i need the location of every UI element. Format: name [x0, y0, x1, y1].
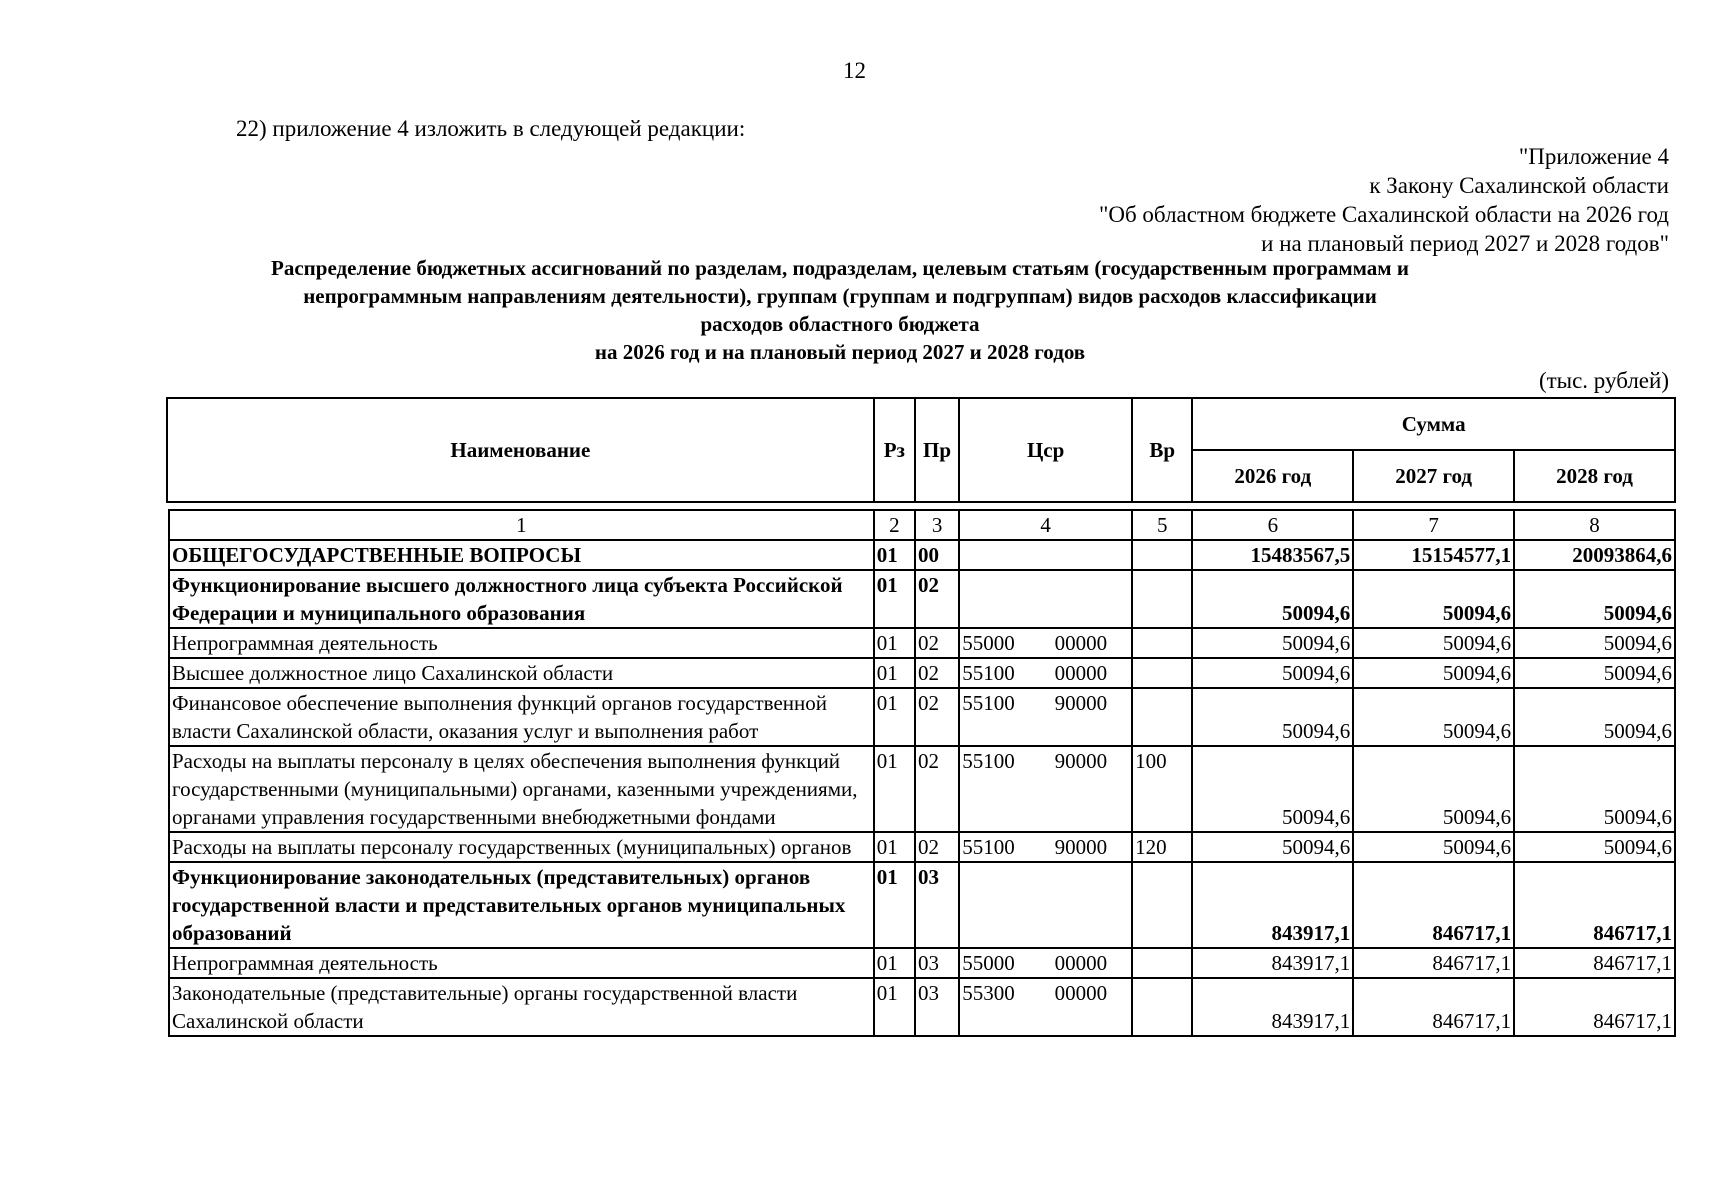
row-vr	[1132, 688, 1192, 746]
row-name: Высшее должностное лицо Сахалинской области	[169, 658, 874, 688]
row-pr: 02	[915, 658, 959, 688]
row-name: Функционирование высшего должностного лица субъекта Российской Федерации и муниципального образования	[169, 570, 874, 628]
row-amount-2026: 843917,1	[1192, 978, 1353, 1036]
row-rz: 01	[874, 862, 915, 948]
appendix-line: "Об областном бюджете Сахалинской области на 2026 год	[1098, 202, 1669, 227]
row-amount-2028: 50094,6	[1514, 746, 1675, 832]
table-row	[169, 862, 1675, 948]
table-row	[169, 540, 1675, 570]
budget-table-body	[169, 510, 1675, 1036]
header-pr: Пр	[915, 398, 959, 502]
header-vr: Вр	[1132, 398, 1192, 502]
row-name: Функционирование законодательных (представительных) органов государственной власти и представительных органов муниципальных образований	[169, 862, 874, 948]
row-rz: 01	[874, 540, 915, 570]
row-csr	[959, 948, 1132, 978]
row-amount-2027: 846717,1	[1353, 978, 1514, 1036]
row-pr: 03	[915, 862, 959, 948]
column-number: 2	[874, 510, 915, 540]
row-csr-part1: 55100	[962, 749, 1015, 773]
row-amount-2028: 50094,6	[1514, 570, 1675, 628]
row-name: Расходы на выплаты персоналу в целях обеспечения выполнения функций государственными (муниципальными) органами, казенными учреждениями, органами управления государственными внебюджетными фондами	[169, 746, 874, 832]
row-rz: 01	[874, 570, 915, 628]
row-csr	[959, 862, 1132, 948]
row-csr-part2: 90000	[1054, 749, 1108, 773]
row-pr: 02	[915, 832, 959, 862]
row-pr: 03	[915, 978, 959, 1036]
row-csr	[959, 540, 1132, 570]
row-csr-part2: 90000	[1054, 835, 1108, 859]
row-vr	[1132, 978, 1192, 1036]
row-amount-2028: 50094,6	[1514, 628, 1675, 658]
header-csr: Цср	[959, 398, 1132, 502]
row-rz: 01	[874, 746, 915, 832]
table-header	[166, 397, 1676, 503]
row-amount-2026: 50094,6	[1192, 688, 1353, 746]
row-amount-2027: 50094,6	[1353, 628, 1514, 658]
row-csr	[959, 978, 1132, 1036]
row-pr: 02	[915, 746, 959, 832]
row-csr-part1: 55300	[962, 981, 1015, 1005]
row-csr	[959, 746, 1132, 832]
header-year-2028: 2028 год	[1514, 450, 1675, 502]
row-amount-2026: 50094,6	[1192, 570, 1353, 628]
budget-table	[168, 509, 1676, 1037]
row-amount-2026: 50094,6	[1192, 628, 1353, 658]
row-amount-2028: 846717,1	[1514, 978, 1675, 1036]
header-year-2026: 2026 год	[1192, 450, 1353, 502]
table-row	[169, 658, 1675, 688]
column-number-row	[169, 510, 1675, 540]
column-number: 4	[959, 510, 1132, 540]
row-csr-part1: 55100	[962, 835, 1015, 859]
row-csr-part2: 00000	[1054, 951, 1108, 975]
row-amount-2028: 846717,1	[1514, 862, 1675, 948]
row-amount-2028: 846717,1	[1514, 948, 1675, 978]
row-csr-part2: 00000	[1054, 631, 1108, 655]
row-amount-2028: 50094,6	[1514, 688, 1675, 746]
row-amount-2028: 50094,6	[1514, 832, 1675, 862]
column-number: 1	[169, 510, 874, 540]
row-amount-2026: 843917,1	[1192, 862, 1353, 948]
row-amount-2026: 15483567,5	[1192, 540, 1353, 570]
intro-text: 22) приложение 4 изложить в следующей редакции:	[236, 116, 746, 141]
row-vr	[1132, 540, 1192, 570]
row-rz: 01	[874, 832, 915, 862]
column-number: 5	[1132, 510, 1192, 540]
title-line: на 2026 год и на плановый период 2027 и 2028 годов	[594, 340, 1086, 364]
row-csr	[959, 832, 1132, 862]
appendix-line: "Приложение 4	[1518, 144, 1669, 169]
row-amount-2026: 50094,6	[1192, 658, 1353, 688]
row-pr: 03	[915, 948, 959, 978]
row-csr-part1: 55000	[962, 951, 1015, 975]
appendix-line: и на плановый период 2027 и 2028 годов"	[1261, 231, 1669, 256]
row-vr	[1132, 948, 1192, 978]
row-rz: 01	[874, 658, 915, 688]
row-amount-2026: 50094,6	[1192, 746, 1353, 832]
column-number: 6	[1192, 510, 1353, 540]
row-csr-part2: 00000	[1054, 661, 1108, 685]
row-csr-part1: 55100	[962, 691, 1015, 715]
row-amount-2028: 20093864,6	[1514, 540, 1675, 570]
table-row	[169, 832, 1675, 862]
row-name: Расходы на выплаты персоналу государственных (муниципальных) органов	[169, 832, 874, 862]
row-pr: 02	[915, 570, 959, 628]
row-csr-part2: 00000	[1054, 981, 1108, 1005]
row-csr	[959, 628, 1132, 658]
row-pr: 02	[915, 688, 959, 746]
row-csr-part1: 55100	[962, 661, 1015, 685]
row-amount-2026: 50094,6	[1192, 832, 1353, 862]
row-vr: 100	[1132, 746, 1192, 832]
table-row	[169, 570, 1675, 628]
appendix-line: к Закону Сахалинской области	[1369, 173, 1669, 198]
row-amount-2027: 15154577,1	[1353, 540, 1514, 570]
table-row	[169, 978, 1675, 1036]
row-csr	[959, 658, 1132, 688]
row-name: Законодательные (представительные) органы государственной власти Сахалинской области	[169, 978, 874, 1036]
table-row	[169, 948, 1675, 978]
row-csr-part1: 55000	[962, 631, 1015, 655]
table-row	[169, 688, 1675, 746]
row-vr: 120	[1132, 832, 1192, 862]
title-line: непрограммным направлениям деятельности), группам (группам и подгруппам) видов расходов классификации	[303, 284, 1377, 308]
document-title	[160, 254, 1520, 366]
row-csr	[959, 570, 1132, 628]
row-csr	[959, 688, 1132, 746]
row-name: Финансовое обеспечение выполнения функций органов государственной власти Сахалинской области, оказания услуг и выполнения работ	[169, 688, 874, 746]
row-amount-2028: 50094,6	[1514, 658, 1675, 688]
row-pr: 02	[915, 628, 959, 658]
appendix-note	[1099, 142, 1669, 258]
row-csr-part2: 90000	[1054, 691, 1108, 715]
row-rz: 01	[874, 978, 915, 1036]
row-rz: 01	[874, 948, 915, 978]
row-amount-2027: 50094,6	[1353, 688, 1514, 746]
row-pr: 00	[915, 540, 959, 570]
header-year-2027: 2027 год	[1353, 450, 1514, 502]
header-rz: Рз	[874, 398, 915, 502]
row-amount-2026: 843917,1	[1192, 948, 1353, 978]
row-name: Непрограммная деятельность	[169, 948, 874, 978]
table-row	[169, 628, 1675, 658]
row-amount-2027: 846717,1	[1353, 948, 1514, 978]
column-number: 7	[1353, 510, 1514, 540]
title-line: расходов областного бюджета	[700, 312, 980, 336]
column-number: 8	[1514, 510, 1675, 540]
row-vr	[1132, 628, 1192, 658]
row-amount-2027: 50094,6	[1353, 832, 1514, 862]
row-vr	[1132, 862, 1192, 948]
header-name: Наименование	[167, 398, 874, 502]
row-amount-2027: 846717,1	[1353, 862, 1514, 948]
title-line: Распределение бюджетных ассигнований по разделам, подразделам, целевым статьям (государственным программам и	[271, 256, 1409, 280]
row-amount-2027: 50094,6	[1353, 658, 1514, 688]
row-rz: 01	[874, 688, 915, 746]
row-amount-2027: 50094,6	[1353, 746, 1514, 832]
row-amount-2027: 50094,6	[1353, 570, 1514, 628]
row-vr	[1132, 658, 1192, 688]
row-name: Непрограммная деятельность	[169, 628, 874, 658]
row-name: ОБЩЕГОСУДАРСТВЕННЫЕ ВОПРОСЫ	[169, 540, 874, 570]
page-number: 12	[843, 58, 866, 83]
column-number: 3	[915, 510, 959, 540]
header-sum: Сумма	[1192, 398, 1675, 450]
row-rz: 01	[874, 628, 915, 658]
unit-note: (тыс. рублей)	[1538, 368, 1669, 393]
row-vr	[1132, 570, 1192, 628]
table-row	[169, 746, 1675, 832]
